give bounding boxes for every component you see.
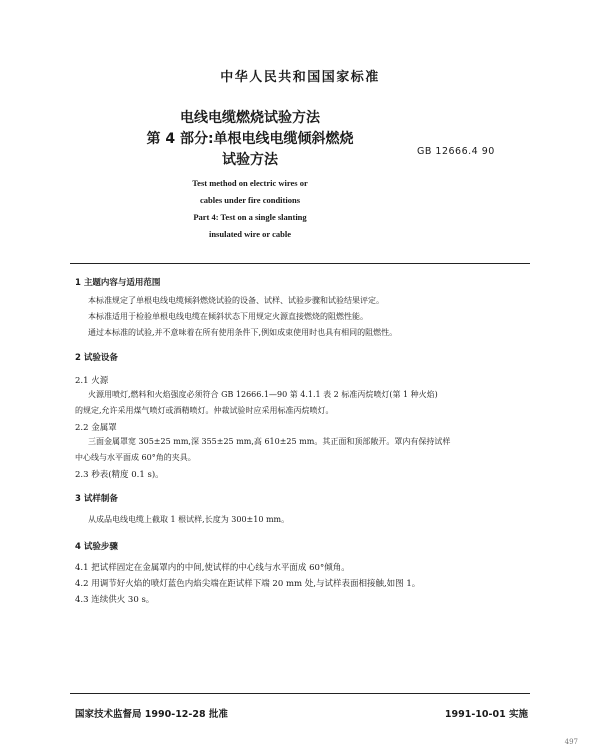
section-1-paragraph-3: 通过本标准的试验,并不意味着在所有使用条件下,例如成束使用时也具有相同的阻燃性。: [88, 328, 398, 337]
section-1-heading: 1 主题内容与适用范围: [75, 278, 161, 288]
title-divider: [70, 263, 530, 264]
title-line-1: 电线电缆燃烧试验方法: [180, 110, 320, 126]
section-3-paragraph-1: 从成品电线电缆上截取 1 根试样,长度为 300±10 mm。: [88, 515, 290, 524]
section-2-1-line-1: 火源用喷灯,燃料和火焰强度必须符合 GB 12666.1—90 第 4.1.1 表 2 标准丙烷喷灯(第 1 种火焰): [88, 390, 438, 399]
standard-issuer-header: 中华人民共和国国家标准: [220, 70, 380, 85]
english-title-line-4: insulated wire or cable: [208, 229, 292, 239]
approval-date: 国家技术监督局 1990-12-28 批准: [75, 709, 228, 720]
section-2-3-item: 2.3 秒表(精度 0.1 s)。: [75, 470, 164, 480]
section-1-paragraph-2: 本标准适用于检验单根电线电缆在倾斜状态下用规定火源直接燃烧的阻燃性能。: [88, 312, 368, 321]
section-4-2-item: 4.2 用调节好火焰的喷灯蓝色内焰尖端在距试样下端 20 mm 处,与试样表面相接触,如图 1。: [75, 579, 421, 589]
section-3-heading: 3 试样制备: [75, 494, 118, 504]
section-2-heading: 2 试验设备: [75, 353, 118, 363]
section-2-2-line-1: 三面金属罩宽 305±25 mm,深 355±25 mm,高 610±25 mm。其正面和顶部敞开。罩内有保持试样: [88, 437, 451, 446]
english-title-line-3: Part 4: Test on a single slanting: [193, 212, 307, 222]
effective-date: 1991-10-01 实施: [444, 709, 528, 720]
section-2-1-title: 2.1 火源: [75, 376, 109, 386]
section-4-3-item: 4.3 连续供火 30 s。: [75, 595, 155, 605]
footer-divider: [70, 693, 530, 694]
section-4-1-item: 4.1 把试样固定在金属罩内的中间,使试样的中心线与水平面成 60°倾角。: [75, 563, 350, 573]
section-2-2-title: 2.2 金属罩: [75, 423, 117, 433]
page-number: 497: [564, 738, 578, 746]
section-1-paragraph-1: 本标准规定了单根电线电缆倾斜燃烧试验的设备、试样、试验步骤和试验结果评定。: [88, 296, 384, 305]
title-line-2: 第 4 部分:单根电线电缆倾斜燃烧: [146, 131, 354, 147]
section-2-2-line-2: 中心线与水平面成 60°角的夹具。: [75, 453, 196, 462]
section-2-1-line-2: 的规定,允许采用煤气喷灯或酒精喷灯。仲裁试验时应采用标准丙烷喷灯。: [75, 406, 334, 415]
english-title-line-2: cables under fire conditions: [199, 195, 301, 205]
title-line-3: 试验方法: [222, 152, 278, 168]
english-title-line-1: Test method on electric wires or: [192, 178, 308, 188]
section-4-heading: 4 试验步骤: [75, 542, 118, 552]
standard-code: GB 12666.4 90: [417, 146, 495, 157]
